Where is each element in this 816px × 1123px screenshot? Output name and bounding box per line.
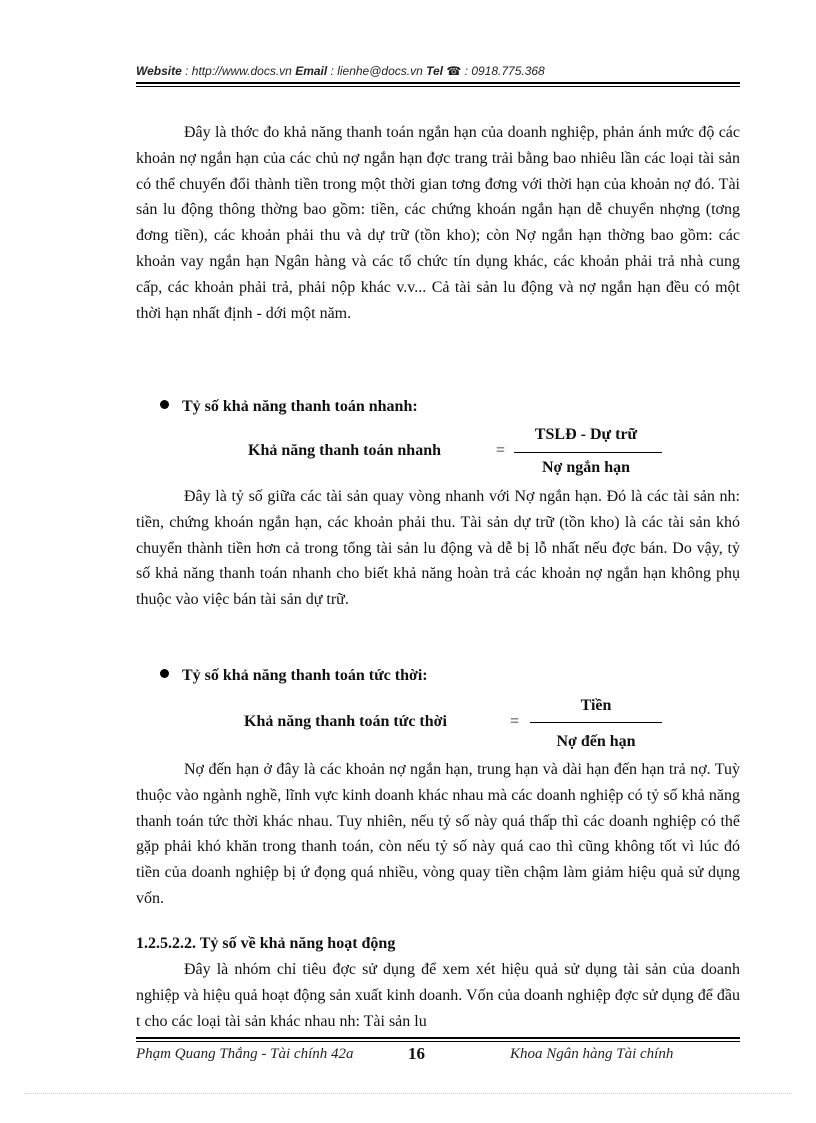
bullet-icon	[160, 400, 169, 409]
formula-denominator: Nợ đến hạn	[556, 733, 636, 750]
formula-numerator: TSLĐ - Dự trữ	[534, 426, 638, 443]
tel-value: : 0918.775.368	[461, 64, 545, 78]
bullet-cash-ratio-text: Tỷ số khả năng thanh toán tức thời:	[182, 667, 428, 684]
header-rule	[136, 82, 740, 84]
paragraph-quick-ratio: Đây là tỷ số giữa các tài sản quay vòng nhanh với Nợ ngắn hạn. Đó là các tài sản nh: tiền, chứng khoán ngắn hạn, các khoản phải thu. Tài sản dự trữ (tồn kho) là các tài sản khó chuyển thành tiền hơn cả trong tổng tài sản lu động và dễ bị lỗ nhất nếu đợc bán. Do vậy, tỷ số khả năng thanh toán nhanh cho biết khả năng hoàn trả các khoản nợ ngắn hạn không phụ thuộc vào việc bán tài sản dự trữ.	[136, 488, 740, 609]
phone-icon: ☎	[446, 64, 462, 78]
fraction-bar	[514, 452, 662, 453]
bullet-icon	[160, 669, 169, 678]
bullet-cash-ratio	[160, 667, 428, 685]
email-value: : lienhe@docs.vn	[327, 64, 427, 78]
formula-equals: =	[496, 442, 506, 459]
fraction-bar	[530, 722, 662, 723]
formula-denominator: Nợ ngắn hạn	[541, 459, 630, 476]
page-header	[136, 64, 545, 78]
paragraph-cash-ratio: Nợ đến hạn ở đây là các khoản nợ ngắn hạn, trung hạn và dài hạn đến hạn trả nợ. Tuỳ thuộc vào ngành nghề, lĩnh vực kinh doanh khác nhau mà các doanh nghiệp có tỷ số khả năng thanh toán tức thời khác nhau. Tuy nhiên, nếu tỷ số này quá thấp thì các doanh nghiệp có thể gặp phải khó khăn trong thanh toán, còn nếu tỷ số này quá cao thì cũng không tốt vì lúc đó tiền của doanh nghiệp bị ứ đọng quá nhiều, vòng quay tiền chậm làm giảm hiệu quả sử dụng vốn.	[136, 761, 740, 907]
bullet-quick-ratio	[160, 398, 418, 416]
tel-label: Tel	[426, 64, 444, 78]
footer-rule	[136, 1037, 740, 1039]
paragraph-activity-ratio: Đây là nhóm chỉ tiêu đợc sử dụng để xem xét hiệu quả sử dụng tài sản của doanh nghiệp và hiệu quả hoạt động sản xuất kinh doanh. Vốn của doanh nghiệp đợc sử dụng để đầu t cho các loại tài sản khác nhau nh: Tài sản lu	[136, 961, 740, 1030]
footer-department: Khoa Ngân hàng Tài chính	[510, 1046, 674, 1062]
header-rule-thin	[136, 86, 740, 87]
formula-equals: =	[510, 713, 520, 730]
section-heading: 1.2.5.2.2. Tỷ số về khả năng hoạt động	[136, 935, 396, 952]
footer-author: Phạm Quang Thắng - Tài chính 42a	[136, 1046, 354, 1062]
email-label: Email	[295, 64, 328, 78]
formula-numerator: Tiền	[580, 697, 612, 714]
bullet-quick-ratio-text: Tỷ số khả năng thanh toán nhanh:	[182, 398, 418, 415]
paragraph-current-ratio: Đây là thớc đo khả năng thanh toán ngắn hạn của doanh nghiệp, phản ánh mức độ các khoản nợ ngắn hạn của các chủ nợ ngắn hạn đợc trang trải bằng bao nhiêu lần các loại tài sản có thể chuyển đổi thành tiền trong một thời gian tơng đơng với thời hạn của khoản nợ đó. Tài sản lu động thông thờng bao gồm: tiền, các chứng khoán ngắn hạn dễ chuyển nhợng (tơng đơng tiền), các khoản phải thu và dự trữ (tồn kho); còn Nợ ngắn hạn thờng bao gồm: các khoản vay ngắn hạn Ngân hàng và các tổ chức tín dụng khác, các khoản phải trả nhà cung cấp, các khoản phải trả, phải nộp khác v.v... Cả tài sản lu động và nợ ngắn hạn đều có một thời hạn nhất định - dới một năm.	[136, 124, 740, 322]
page-edge-divider	[24, 1093, 792, 1094]
website-label: Website	[136, 64, 182, 78]
page-number: 16	[408, 1044, 425, 1063]
formula-label: Khả năng thanh toán tức thời	[244, 713, 447, 730]
website-value: : http://www.docs.vn	[181, 64, 296, 78]
footer-rule-thin	[136, 1041, 740, 1042]
formula-label: Khả năng thanh toán nhanh	[248, 442, 441, 459]
